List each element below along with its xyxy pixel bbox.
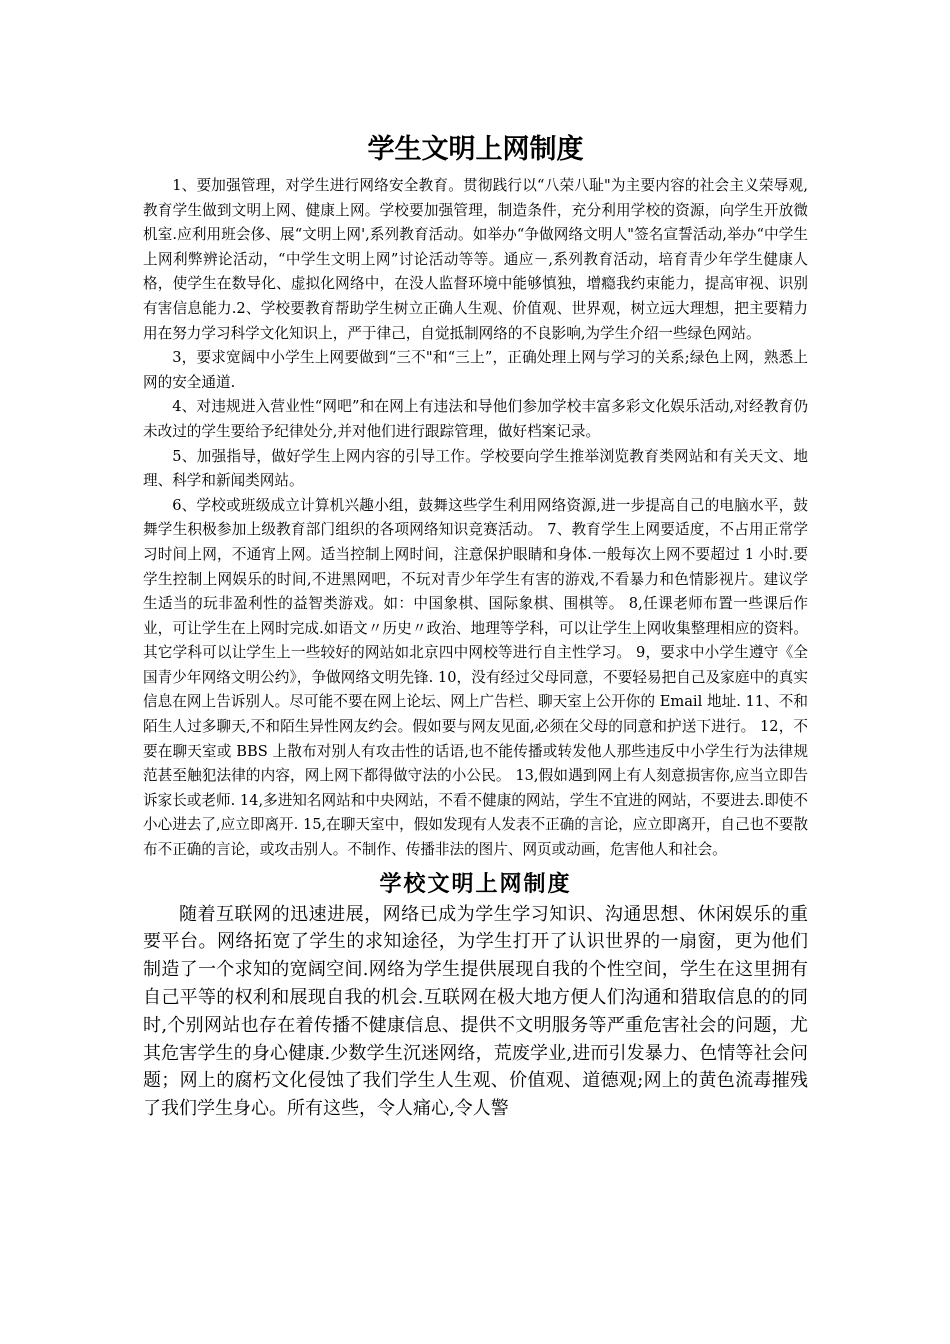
paragraph: 6、学校或班级成立计算机兴趣小组，鼓舞这些学生利用网络资源,进一步提高自己的电脑水平，鼓舞学生积极参加上级教育部门组织的各项网络知识竞赛活动。 7、教育学生上网要适度，不占用正常学习时间上网，不通宵上网。适当控制上网时间，注意保护眼睛和身体.一般每次上网不要超过 1 小时.要学生控制上网娱乐的时间,不进黑网吧，不玩对青少年学生有害的游戏,不看暴力和色情影视片。建议学生适当的玩非盈利性的益智类游戏。如：中国象棋、国际象棋、围棋等。 8,任课老师布置一些课后作业，可让学生在上网时完成.如语文〃历史〃政治、地理等学科，可以让学生上网收集整理相应的资料。其它学科可以让学生上一些较好的网站如北京四中网校等进行自主性学习。 9，要求中小学生遵守《全国青少年网络文明公约》，争做网络文明先锋. 10，没有经过父母同意，不要轻易把自己及家庭中的真实信息在网上告诉别人。尽可能不要在网上论坛、网上广告栏、聊天室上公开你的 Email 地址. 11、不和陌生人过多聊天,不和陌生异性网友约会。假如要与网友见面,必须在父母的同意和护送下进行。 12，不要在聊天室或 BBS 上散布对别人有攻击性的话语,也不能传播或转发他人那些违反中小学生行为法律规范甚至触犯法律的内容，网上网下都得做守法的小公民。 13,假如遇到网上有人刻意损害你,应当立即告诉家长或老师. 14,多进知名网站和中央网站，不看不健康的网站，学生不宜进的网站，不要进去.即使不小心进去了,应立即离开. 15,在聊天室中，假如发现有人发表不正确的言论，应立即离开，自己也不要散布不正确的言论，或攻击别人。不制作、传播非法的图片、网页或动画，危害他人和社会。 <box>143 496 808 859</box>
paragraph: 3，要求宽阔中小学生上网要做到“三不"和“三上”，正确处理上网与学习的关系;绿色上网，熟悉上网的安全通道. <box>143 349 808 391</box>
section-school <box>143 901 808 1123</box>
document-title: 学生文明上网制度 <box>367 134 584 165</box>
paragraph: 1、要加强管理，对学生进行网络安全教育。贯彻践行以“八荣八耻"为主要内容的社会主义荣辱观,教育学生做到文明上网、健康上网。学校要加强管理，制造条件，充分利用学校的资源，向学生开放微机室.应利用班会侈、展“文明上网',系列教育活动。如举办“争做网络文明人"签名宣誓活动,举办“中学生上网利弊辨论活动，“中学生文明上网”讨论活动等等。通应－,系列教育活动，培育青少年学生健康人格，使学生在数导化、虚拟化网络中，在没人监督环境中能够慎独，增瘾我约束能力，提高审视、识别有害信息能力.2、学校要教育帮助学生树立正确人生观、价值观、世界观，树立远大理想，把主要精力用在努力学习科学文化知识上，严于律己，自觉抵制网络的不良影响,为学生介绍一些绿色网站。 <box>143 177 808 342</box>
document-page <box>143 128 808 1123</box>
paragraph: 4、对违规进入营业性“网吧”和在网上有违法和导他们参加学校丰富多彩文化娱乐活动,对经教育仍未改过的学生要给予纪律处分,并对他们进行跟踪管理，做好档案记录。 <box>143 398 808 440</box>
paragraph: 5、加强指导，做好学生上网内容的引导工作。学校要向学生推举浏览教育类网站和有关天文、地理、科学和新闻类网站。 <box>143 447 808 490</box>
section-title: 学校文明上网制度 <box>379 870 572 897</box>
paragraph: 随着互联网的迅速进展，网络已成为学生学习知识、沟通思想、休闲娱乐的重要平台。网络拓宽了学生的求知途径，为学生打开了认识世界的一扇窗，更为他们制造了一个求知的宽阔空间.网络为学生提供展现自我的个性空间，学生在这里拥有自己平等的权利和展现自我的机会.互联网在极大地方便人们沟通和猎取信息的的同时,个别网站也存在着传播不健康信息、提供不文明服务等严重危害社会的问题，尤其危害学生的身心健康.少数学生沉迷网络，荒废学业,进而引发暴力、色情等社会问题；网上的腐朽文化侵蚀了我们学生人生观、价值观、道德观;网上的黄色流毒摧残了我们学生身心。所有这些，令人痛心,令人警 <box>143 903 808 1120</box>
section-rules <box>143 174 808 863</box>
